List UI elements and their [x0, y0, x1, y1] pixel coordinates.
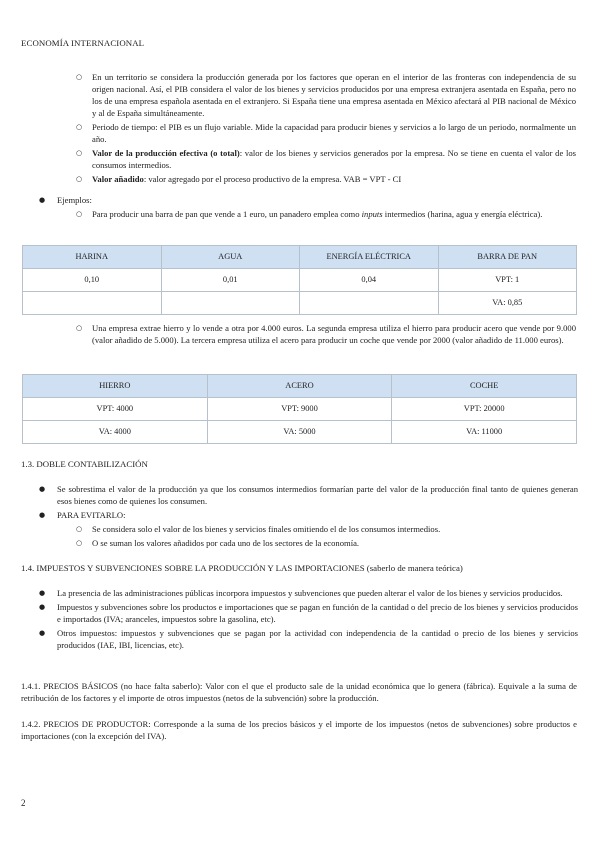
- bullet-icon: ●: [39, 511, 46, 519]
- table-row: VA: 0,85: [23, 292, 577, 315]
- list-item: ○ Para producir una barra de pan que vende a 1 euro, un panadero emplea como inputs intermedios (harina, agua y energía eléctrica).: [76, 209, 543, 219]
- list-item: ○ Valor añadido: valor agregado por el proceso productivo de la empresa. VAB = VPT - CI: [76, 174, 402, 184]
- bullet-icon: ●: [39, 629, 46, 637]
- examples-block: [0, 194, 600, 220]
- table-row: VA: 4000 VA: 5000 VA: 11000: [23, 421, 577, 444]
- circle-bullet-icon: ○: [76, 210, 83, 218]
- page-number: 2: [21, 798, 26, 808]
- table-row: 0,10 0,01 0,04 VPT: 1: [23, 269, 577, 292]
- list-item: ● Otros impuestos: impuestos y subvenciones que se pagan por la actividad con independencia de la cantidad o precio de los bienes y servicios producidos (IAE, IBI, licencias, etc).: [39, 628, 578, 650]
- list-item: ● Se sobrestima el valor de la producción ya que los consumos intermedios formarían parte del valor de la producción final tanto de quienes generan esos bienes como de quienes los consumen.: [39, 484, 578, 506]
- list-item: ○ Periodo de tiempo: el PIB es un flujo variable. Mide la capacidad para producir bienes y servicios a lo largo de un periodo, normalmente un año.: [76, 122, 576, 144]
- list-item: ○ O se suman los valores añadidos por cada uno de los sectores de la economía.: [76, 538, 360, 548]
- section-title-1-3: 1.3. DOBLE CONTABILIZACIÓN: [21, 459, 148, 469]
- table-row: VPT: 4000 VPT: 9000 VPT: 20000: [23, 398, 577, 421]
- table-header: COCHE: [392, 375, 577, 398]
- list-item: ○ Se considera solo el valor de los bienes y servicios finales omitiendo el de los consumos intermedios.: [76, 524, 441, 534]
- list-item: ● PARA EVITARLO:: [39, 510, 126, 520]
- list-item: ○ En un territorio se considera la producción generada por los factores que operan en el interior de las fronteras con independencia de su origen nacional. Así, el PIB considera el valor de los bienes y servicios producidos por una empresa extranjera asentada en España, pero no los de una empresa española asentada en el extranjero. Si España tiene una empresa asentada en México afectará al PIB nacional de México y al de España simultáneamente.: [76, 72, 576, 118]
- circle-bullet-icon: ○: [76, 73, 83, 81]
- table-header: HARINA: [23, 246, 162, 269]
- bullet-icon: ●: [39, 196, 46, 204]
- table-header: ENERGÍA ELÉCTRICA: [300, 246, 439, 269]
- list-item: ○ Una empresa extrae hierro y lo vende a otra por 4.000 euros. La segunda empresa utiliza el hierro para producir acero que vende por 9.000 (valor añadido de 5.000). La tercera empresa utiliza el acero para producir un coche que vende por 2000 (valor añadido de 11.000 euros).: [76, 323, 576, 345]
- bullet-icon: ●: [39, 603, 46, 611]
- page-header: ECONOMÍA INTERNACIONAL: [21, 38, 145, 48]
- sub-list-1: [0, 71, 600, 185]
- section-1-4-list: [0, 587, 600, 651]
- paragraph-1-4-2: 1.4.2. PRECIOS DE PRODUCTOR: Corresponde a la suma de los precios básicos y el importe de los impuestos (netos de subvenciones) sobre productos e importaciones (con la excepción del IVA).: [21, 719, 577, 741]
- table-header: AGUA: [161, 246, 300, 269]
- table-bread: [22, 245, 577, 315]
- circle-bullet-icon: ○: [76, 175, 83, 183]
- section-title-1-4: 1.4. IMPUESTOS Y SUBVENCIONES SOBRE LA PRODUCCIÓN Y LAS IMPORTACIONES (saberlo de manera teórica): [21, 563, 463, 573]
- circle-bullet-icon: ○: [76, 149, 83, 157]
- paragraph-1-4-1: 1.4.1. PRECIOS BÁSICOS (no hace falta saberlo): Valor con el que el producto sale de la unidad económica que lo genera (fábrica). Equivale a la suma de retribución de los factores y el importe de otros impuestos (netos de la subvención) sobre la producción.: [21, 681, 577, 703]
- section-1-3-list: [0, 483, 600, 549]
- bullet-icon: ●: [39, 485, 46, 493]
- list-item: ● La presencia de las administraciones públicas incorpora impuestos y subvenciones que pueden alterar el valor de los bienes y servicios producidos.: [39, 588, 563, 598]
- circle-bullet-icon: ○: [76, 525, 83, 533]
- bullet-icon: ●: [39, 589, 46, 597]
- table-header: HIERRO: [23, 375, 208, 398]
- table-header: BARRA DE PAN: [438, 246, 577, 269]
- example-2: [0, 322, 600, 346]
- table-header: ACERO: [207, 375, 392, 398]
- circle-bullet-icon: ○: [76, 324, 83, 332]
- circle-bullet-icon: ○: [76, 123, 83, 131]
- table-steel-car: [22, 374, 577, 444]
- list-item: ○ Valor de la producción efectiva (o total): valor de los bienes y servicios generados por la empresa. No se tiene en cuenta el valor de los consumos intermedios.: [76, 148, 576, 170]
- circle-bullet-icon: ○: [76, 539, 83, 547]
- list-item: ● Impuestos y subvenciones sobre los productos e importaciones que se pagan en función de la cantidad o del precio de los bienes y servicios producidos e importados (IVA; aranceles, impuestos sobre la gasolina, etc).: [39, 602, 578, 624]
- list-item: ● Ejemplos:: [39, 195, 92, 205]
